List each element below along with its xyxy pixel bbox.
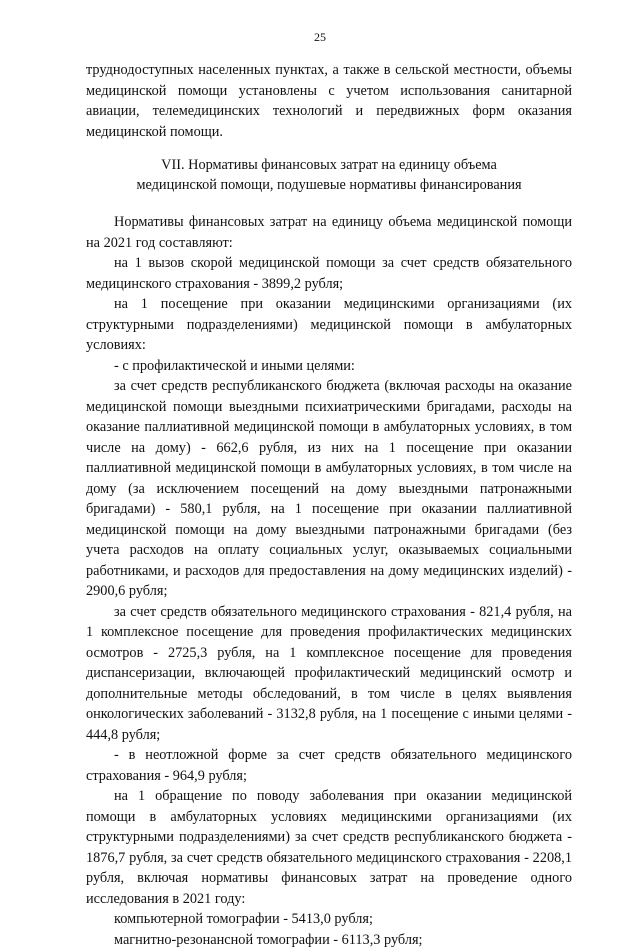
section-heading (86, 155, 572, 195)
paragraph: за счет средств обязательного медицинского страхования - 821,4 рубля, на 1 комплексное посещение для проведения профилактических медицинских осмотров - 2725,3 рубля, на 1 комплексное посещение для проведения диспансеризации, включающей профилактический медицинский осмотр и дополнительные методы обследований, в том числе в целях выявления онкологических заболеваний - 3132,8 рубля, на 1 посещение с иными целями - 444,8 рубля; (86, 602, 572, 746)
section-heading-line-1: VII. Нормативы финансовых затрат на единицу объема (86, 155, 572, 175)
paragraph: на 1 обращение по поводу заболевания при оказании медицинской помощи в амбулаторных условиях медицинскими организациями (их структурными подразделениями) за счет средств республиканского бюджета - 1876,7 рубля, за счет средств обязательного медицинского страхования - 2208,1 рубля, включая нормативы финансовых затрат на проведение одного исследования в 2021 году: (86, 786, 572, 909)
paragraph: компьютерной томографии - 5413,0 рубля; (86, 909, 572, 930)
page-number: 25 (0, 30, 640, 44)
paragraph: Нормативы финансовых затрат на единицу объема медицинской помощи на 2021 год составляют: (86, 212, 572, 253)
paragraph: - с профилактической и иными целями: (86, 356, 572, 377)
section-heading-line-2: медицинской помощи, подушевые нормативы финансирования (86, 175, 572, 195)
paragraph: - в неотложной форме за счет средств обязательного медицинского страхования - 964,9 рубля; (86, 745, 572, 786)
document-body (86, 60, 572, 950)
paragraph: за счет средств республиканского бюджета (включая расходы на оказание медицинской помощи выездными психиатрическими бригадами, расходы на оказание паллиативной медицинской помощи в амбулаторных условиях, в том числе на дому) - 662,6 рубля, из них на 1 посещение при оказании паллиативной медицинской помощи в амбулаторных условиях, в том числе на дому (за исключением посещений на дому выездными патронажными бригадами) - 580,1 рубля, на 1 посещение при оказании паллиативной медицинской помощи на дому выездными патронажными бригадами (без учета расходов на оплату социальных услуг, оказываемых социальными работниками, и расходов для предоставления на дому медицинских изделий) - 2900,6 рубля; (86, 376, 572, 602)
intro-paragraph: труднодоступных населенных пунктах, а также в сельской местности, объемы медицинской помощи установлены с учетом использования санитарной авиации, телемедицинских технологий и передвижных форм оказания медицинской помощи. (86, 60, 572, 142)
paragraph: магнитно-резонансной томографии - 6113,3 рубля; (86, 930, 572, 950)
paragraph: на 1 посещение при оказании медицинскими организациями (их структурными подразделениями) медицинской помощи в амбулаторных условиях: (86, 294, 572, 356)
paragraph: на 1 вызов скорой медицинской помощи за счет средств обязательного медицинского страхования - 3899,2 рубля; (86, 253, 572, 294)
